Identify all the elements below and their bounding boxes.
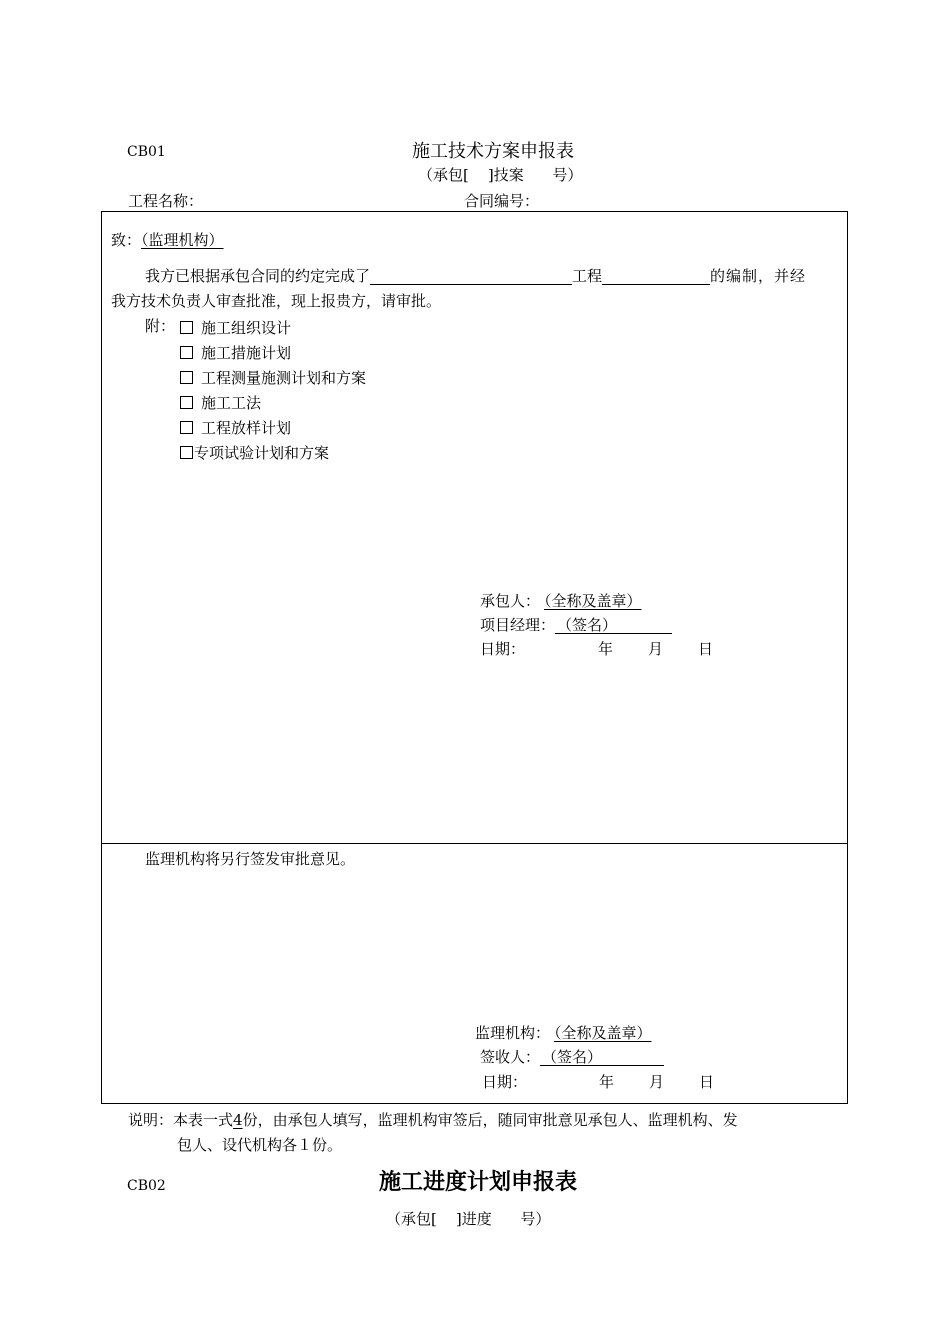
body-prefix: 我方已根据承包合同的约定完成了 bbox=[145, 267, 371, 285]
attach-label: 附： bbox=[145, 317, 176, 335]
note-prefix: 说明：本表一式 bbox=[128, 1111, 234, 1129]
checkbox[interactable] bbox=[180, 396, 193, 409]
supervisor-note: 监理机构将另行签发审批意见。 bbox=[145, 850, 356, 868]
attachment-label: 工程放样计划 bbox=[201, 419, 292, 437]
plan-blank[interactable] bbox=[602, 268, 710, 285]
day-label-2: 日 bbox=[699, 1073, 715, 1091]
receiver-line bbox=[480, 1048, 664, 1066]
supervisor-value: （全称及盖章） bbox=[554, 1024, 652, 1042]
checkbox[interactable] bbox=[180, 421, 193, 434]
attachment-item[interactable] bbox=[180, 392, 261, 413]
form2-code: CB02 bbox=[127, 1178, 166, 1194]
month-label-2: 月 bbox=[649, 1073, 665, 1091]
to-value: （监理机构） bbox=[141, 231, 224, 249]
note-line-1 bbox=[128, 1111, 738, 1129]
project-name-label: 工程名称： bbox=[128, 192, 204, 210]
day-label: 日 bbox=[698, 640, 714, 658]
project-blank[interactable] bbox=[370, 268, 572, 285]
pm-value[interactable]: （签名） bbox=[555, 616, 672, 634]
receiver-value[interactable]: （签名） bbox=[540, 1048, 664, 1066]
checkbox[interactable] bbox=[180, 446, 193, 459]
contractor-value: （全称及盖章） bbox=[544, 592, 642, 610]
note-rest: 份，由承包人填写，监理机构审签后，随同审批意见承包人、监理机构、发 bbox=[242, 1111, 738, 1129]
attachment-label: 施工工法 bbox=[201, 394, 262, 412]
checkbox[interactable] bbox=[180, 346, 193, 359]
pm-line bbox=[480, 616, 672, 634]
contractor-label: 承包人： bbox=[480, 592, 541, 610]
pm-label: 项目经理： bbox=[480, 616, 556, 634]
year-label: 年 bbox=[598, 640, 614, 658]
attachment-item[interactable] bbox=[180, 317, 291, 338]
month-label: 月 bbox=[648, 640, 664, 658]
attachment-label: 工程测量施测计划和方案 bbox=[201, 369, 367, 387]
contractor-line bbox=[480, 592, 646, 610]
checkbox[interactable] bbox=[180, 371, 193, 384]
form2-subtitle: （承包[ ]进度 号） bbox=[386, 1210, 551, 1228]
to-line bbox=[111, 231, 224, 249]
form-title: 施工技术方案申报表 bbox=[412, 141, 574, 162]
body-line-1 bbox=[145, 267, 806, 285]
attachment-item[interactable] bbox=[180, 417, 291, 438]
supervisor-label: 监理机构： bbox=[475, 1024, 551, 1042]
receiver-label: 签收人： bbox=[480, 1048, 541, 1066]
attachment-item[interactable] bbox=[180, 342, 291, 363]
attachment-label: 专项试验计划和方案 bbox=[194, 444, 330, 462]
attachment-label: 施工措施计划 bbox=[201, 344, 292, 362]
supervisor-line bbox=[475, 1024, 656, 1042]
note-line-2: 包人、设代机构各１份。 bbox=[177, 1136, 343, 1154]
attachment-label: 施工组织设计 bbox=[201, 319, 292, 337]
checkbox[interactable] bbox=[180, 321, 193, 334]
body-suffix: 的编制，并经 bbox=[710, 267, 807, 285]
section-divider bbox=[102, 843, 847, 844]
year-label-2: 年 bbox=[599, 1073, 615, 1091]
contract-no-label: 合同编号： bbox=[464, 192, 540, 210]
attachment-item[interactable] bbox=[180, 367, 366, 388]
body-mid: 工程 bbox=[572, 267, 603, 285]
to-label: 致： bbox=[111, 231, 142, 249]
date-label: 日期： bbox=[480, 640, 526, 658]
attachment-item[interactable] bbox=[180, 442, 329, 463]
date-label-2: 日期： bbox=[482, 1073, 528, 1091]
form-code: CB01 bbox=[127, 144, 166, 160]
form-subtitle: （承包[ ]技案 号） bbox=[418, 166, 583, 184]
body-line-2: 我方技术负责人审查批准，现上报贵方，请审批。 bbox=[111, 292, 442, 310]
form2-title: 施工进度计划申报表 bbox=[379, 1169, 578, 1195]
note-copies: 4 bbox=[233, 1111, 243, 1129]
